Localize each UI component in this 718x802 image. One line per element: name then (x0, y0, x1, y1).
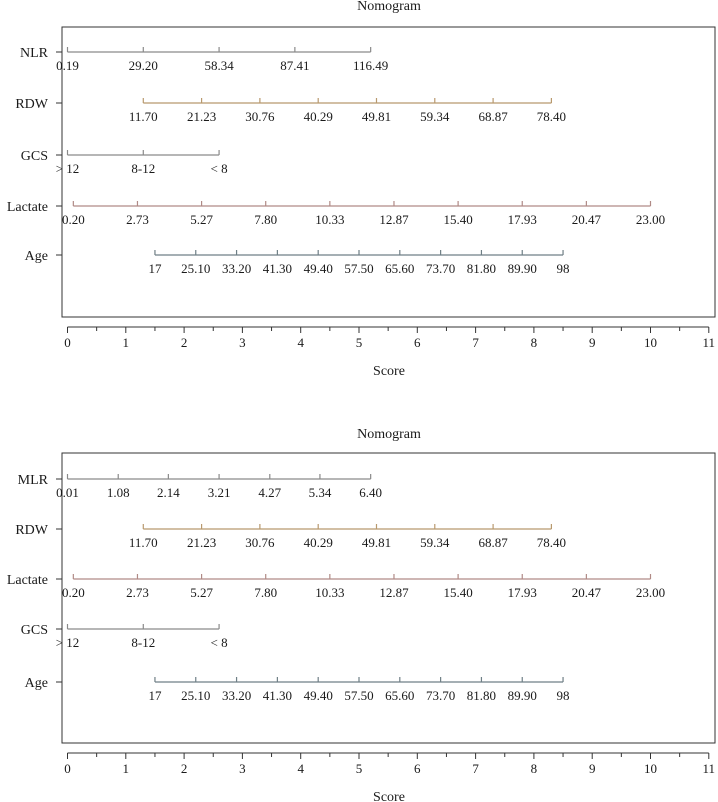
scale-tick-label: 20.47 (571, 212, 601, 227)
scale-tick-label: 7.80 (254, 212, 278, 227)
row-gcs (21, 149, 228, 176)
row-label: GCS (20, 623, 48, 638)
score-axis (64, 327, 715, 350)
scale-tick-label: 0.20 (61, 212, 85, 227)
scale-tick-label: 10.33 (315, 585, 345, 600)
row-gcs (21, 623, 228, 650)
row-nlr (20, 46, 388, 73)
chart-title: Nomogram (357, 427, 421, 442)
scale-tick-label: 59.34 (420, 109, 450, 124)
score-tick-label: 5 (355, 335, 363, 350)
row-mlr (18, 473, 382, 500)
scale-tick-label: 68.87 (478, 535, 508, 550)
scale-tick-label: 2.14 (156, 485, 180, 500)
scale-tick-label: 25.10 (181, 688, 211, 703)
scale-tick-label: 7.80 (254, 585, 278, 600)
score-tick-label: 10 (644, 761, 657, 776)
scale-tick-label: 25.10 (181, 261, 211, 276)
score-tick-label: 9 (588, 335, 596, 350)
row-age (25, 249, 570, 276)
row-label: Age (24, 249, 48, 264)
scale-tick-label: 15.40 (443, 212, 473, 227)
scale-tick-label: 0.19 (56, 58, 79, 73)
score-tick-label: 4 (297, 761, 304, 776)
scale-tick-label: 30.76 (245, 109, 275, 124)
scale-tick-label: 17 (148, 261, 162, 276)
scale-tick-label: 65.60 (385, 688, 415, 703)
row-lactate (7, 573, 665, 600)
scale-tick-label: 40.29 (303, 535, 333, 550)
score-tick-label: 1 (122, 761, 130, 776)
scale-tick-label: 4.27 (258, 485, 282, 500)
scale-tick-label: 98 (556, 261, 570, 276)
scale-tick-label: > 12 (55, 161, 80, 176)
scale-tick-label: 68.87 (478, 109, 508, 124)
row-label: GCS (20, 149, 48, 164)
scale-tick-label: 2.73 (126, 212, 149, 227)
score-tick-label: 0 (64, 335, 71, 350)
scale-tick-label: 40.29 (303, 109, 333, 124)
row-label: Age (24, 676, 48, 691)
scale-tick-label: 78.40 (536, 535, 567, 550)
score-tick-label: 6 (414, 335, 421, 350)
scale-tick-label: 8-12 (131, 161, 156, 176)
scale-tick-label: 41.30 (262, 688, 293, 703)
row-label: RDW (15, 97, 48, 112)
scale-tick-label: 73.70 (425, 261, 456, 276)
scale-tick-label: 1.08 (106, 485, 130, 500)
scale-tick-label: 98 (556, 688, 570, 703)
scale-tick-label: 17.93 (507, 212, 537, 227)
score-tick-label: 5 (355, 761, 363, 776)
nomogram-panel-2 (7, 427, 715, 802)
scale-tick-label: 78.40 (536, 109, 567, 124)
row-label: MLR (17, 473, 48, 488)
row-label: RDW (15, 523, 48, 538)
row-rdw (15, 97, 566, 124)
score-axis (64, 753, 715, 776)
scale-tick-label: 17.93 (507, 585, 537, 600)
scale-tick-label: 49.81 (361, 109, 392, 124)
x-axis-label: Score (373, 790, 405, 802)
scale-tick-label: 73.70 (425, 688, 456, 703)
score-tick-label: 3 (239, 335, 246, 350)
scale-tick-label: 33.20 (221, 261, 252, 276)
score-tick-label: 0 (64, 761, 71, 776)
row-group (7, 46, 665, 276)
scale-tick-label: 8-12 (131, 635, 156, 650)
row-lactate (7, 200, 665, 227)
scale-tick-label: 12.87 (379, 212, 409, 227)
scale-tick-label: 11.70 (128, 535, 158, 550)
scale-tick-label: 21.23 (186, 109, 217, 124)
score-tick-label: 10 (644, 335, 657, 350)
row-label: NLR (20, 46, 48, 61)
row-label: Lactate (6, 573, 48, 588)
scale-tick-label: 10.33 (315, 212, 345, 227)
score-tick-label: 6 (414, 761, 421, 776)
scale-tick-label: 65.60 (385, 261, 415, 276)
row-group (7, 473, 665, 703)
score-tick-label: 8 (530, 761, 538, 776)
score-tick-label: 2 (180, 761, 188, 776)
scale-tick-label: 3.21 (207, 485, 231, 500)
scale-tick-label: 12.87 (379, 585, 409, 600)
x-axis-label: Score (373, 364, 405, 379)
score-tick-label: 11 (702, 335, 716, 350)
scale-tick-label: 58.34 (204, 58, 234, 73)
scale-tick-label: 20.47 (571, 585, 601, 600)
scale-tick-label: 17 (148, 688, 162, 703)
scale-tick-label: 5.34 (308, 485, 332, 500)
score-tick-label: 4 (297, 335, 304, 350)
scale-tick-label: 11.70 (128, 109, 158, 124)
scale-tick-label: 5.27 (190, 212, 213, 227)
scale-tick-label: 33.20 (221, 688, 252, 703)
scale-tick-label: 30.76 (245, 535, 275, 550)
scale-tick-label: 49.40 (303, 688, 333, 703)
score-tick-label: 7 (472, 761, 479, 776)
scale-tick-label: 6.40 (359, 485, 383, 500)
nomogram-panel-1 (7, 0, 715, 379)
scale-tick-label: 89.90 (507, 688, 537, 703)
chart-title: Nomogram (357, 0, 421, 14)
score-tick-label: 7 (472, 335, 479, 350)
scale-tick-label: < 8 (210, 635, 228, 650)
score-tick-label: 2 (180, 335, 188, 350)
score-tick-label: 3 (239, 761, 246, 776)
scale-tick-label: 81.80 (466, 688, 497, 703)
scale-tick-label: 21.23 (186, 535, 217, 550)
scale-tick-label: 59.34 (420, 535, 450, 550)
scale-tick-label: > 12 (55, 635, 80, 650)
scale-tick-label: 81.80 (466, 261, 497, 276)
score-tick-label: 9 (588, 761, 596, 776)
row-rdw (15, 523, 566, 550)
scale-tick-label: 2.73 (126, 585, 149, 600)
scale-tick-label: 41.30 (262, 261, 293, 276)
row-age (25, 676, 570, 703)
scale-tick-label: 89.90 (507, 261, 537, 276)
score-tick-label: 8 (530, 335, 538, 350)
row-label: Lactate (6, 200, 48, 215)
scale-tick-label: 15.40 (443, 585, 473, 600)
scale-tick-label: 5.27 (190, 585, 213, 600)
score-tick-label: 11 (702, 761, 716, 776)
scale-tick-label: 0.20 (61, 585, 85, 600)
scale-tick-label: 29.20 (128, 58, 158, 73)
scale-tick-label: 0.01 (56, 485, 79, 500)
scale-tick-label: 49.40 (303, 261, 333, 276)
scale-tick-label: 23.00 (635, 585, 666, 600)
scale-tick-label: < 8 (210, 161, 228, 176)
score-tick-label: 1 (122, 335, 130, 350)
scale-tick-label: 57.50 (344, 688, 374, 703)
scale-tick-label: 57.50 (344, 261, 374, 276)
scale-tick-label: 87.41 (280, 58, 310, 73)
scale-tick-label: 23.00 (635, 212, 666, 227)
scale-tick-label: 49.81 (361, 535, 392, 550)
scale-tick-label: 116.49 (353, 58, 389, 73)
